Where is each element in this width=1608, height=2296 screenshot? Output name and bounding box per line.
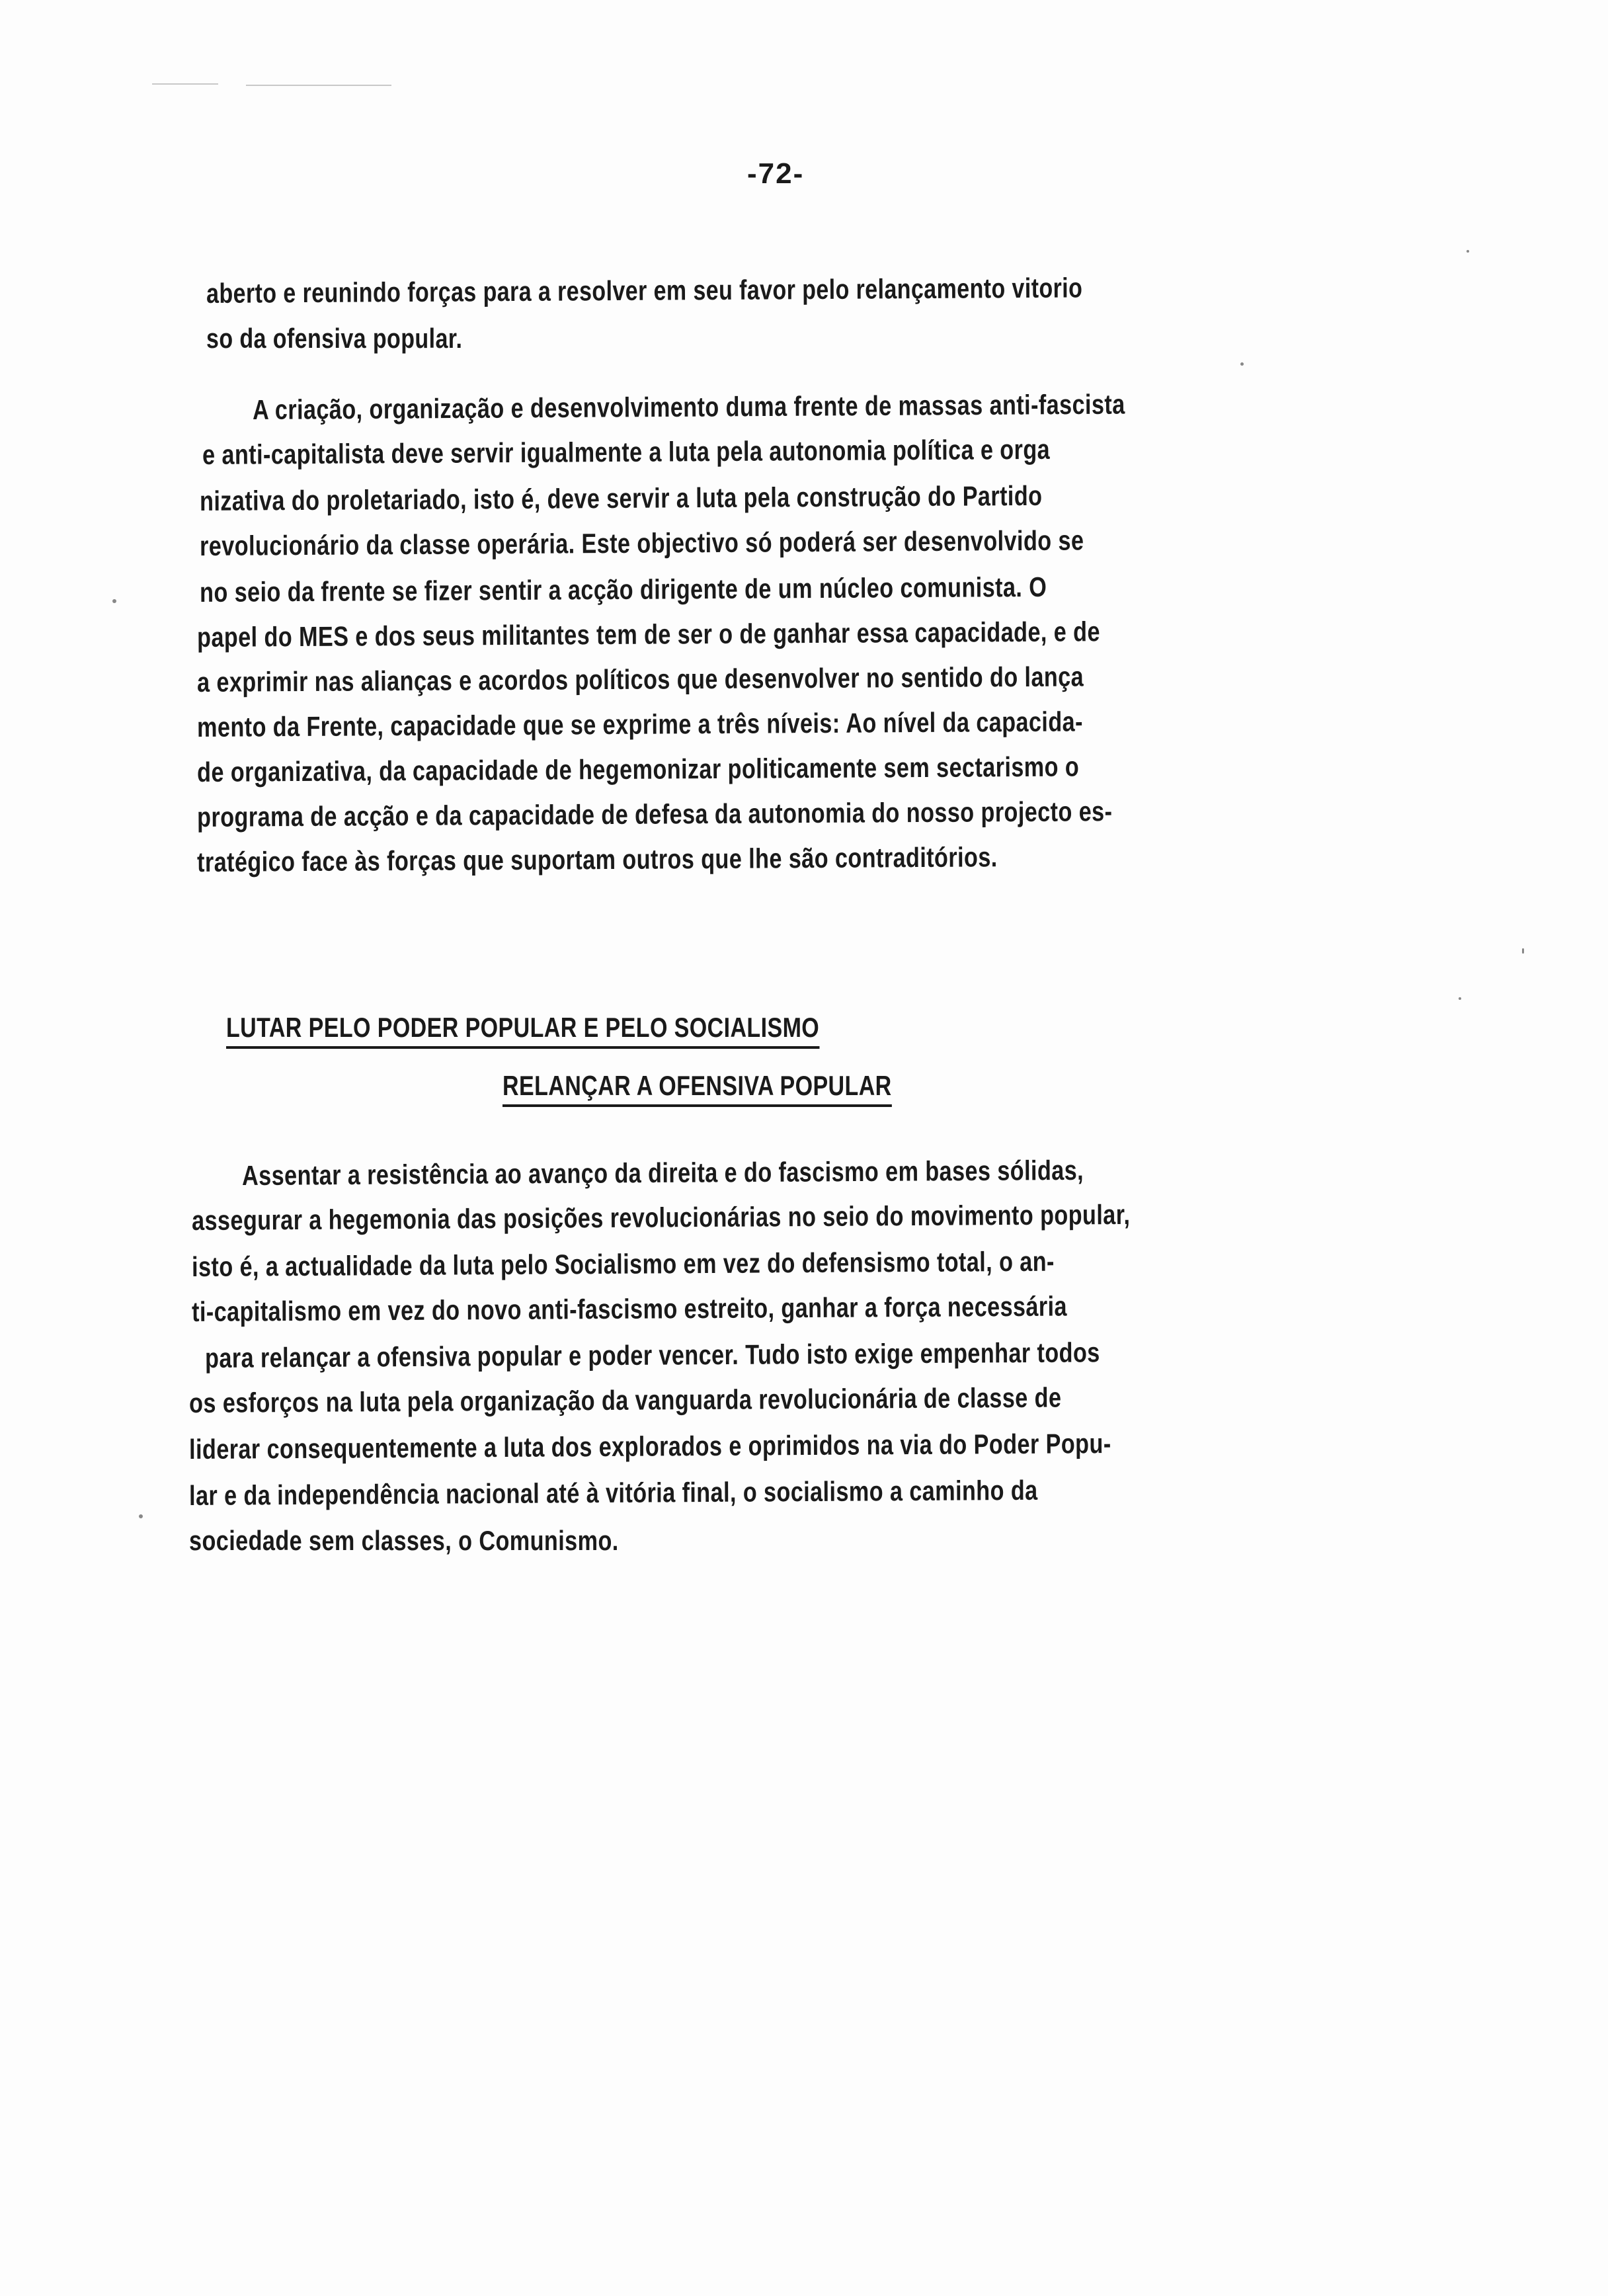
paragraph-2-line: programa de acção e da capacidade de defesa da autonomia do nosso projecto es- bbox=[197, 796, 1113, 833]
scan-speck bbox=[112, 599, 116, 603]
paragraph-3-line: assegurar a hegemonia das posições revolucionárias no seio do movimento popular, bbox=[192, 1198, 1131, 1236]
section-heading-secondary: RELANÇAR A OFENSIVA POPULAR bbox=[502, 1070, 892, 1107]
paragraph-1-line: aberto e reunindo forças para a resolver em seu favor pelo relançamento vitorio bbox=[206, 272, 1083, 309]
scan-artifact-rule bbox=[246, 85, 391, 86]
paragraph-2-line: A criação, organização e desenvolvimento duma frente de massas anti-fascista bbox=[253, 388, 1125, 425]
paragraph-2-line: revolucionário da classe operária. Este objectivo só poderá ser desenvolvido se bbox=[200, 524, 1084, 561]
paragraph-3-line: ti-capitalismo em vez do novo anti-fascismo estreito, ganhar a força necessária bbox=[192, 1290, 1068, 1327]
scan-speck bbox=[1459, 997, 1461, 1000]
scan-speck bbox=[139, 1514, 143, 1518]
page-number: -72- bbox=[747, 157, 805, 190]
paragraph-2-line: nizativa do proletariado, isto é, deve servir a luta pela construção do Partido bbox=[200, 479, 1043, 516]
paragraph-2-line: de organizativa, da capacidade de hegemonizar politicamente sem sectarismo o bbox=[197, 751, 1080, 788]
paragraph-3-line: para relançar a ofensiva popular e poder vencer. Tudo isto exige empenhar todos bbox=[205, 1336, 1100, 1374]
paragraph-2-line: e anti-capitalista deve servir igualmente a luta pela autonomia política e orga bbox=[202, 433, 1051, 470]
paragraph-3-line: os esforços na luta pela organização da vanguarda revolucionária de classe de bbox=[189, 1381, 1062, 1418]
scan-artifact-rule bbox=[152, 83, 218, 85]
section-heading-primary: LUTAR PELO PODER POPULAR E PELO SOCIALISMO bbox=[226, 1012, 819, 1049]
paragraph-3-line: liderar consequentemente a luta dos explorados e oprimidos na via do Poder Popu- bbox=[189, 1428, 1111, 1465]
paragraph-1-line: so da ofensiva popular. bbox=[206, 323, 463, 354]
scan-speck bbox=[1522, 948, 1524, 954]
scan-speck bbox=[1467, 250, 1469, 253]
paragraph-2-line: no seio da frente se fizer sentir a acção dirigente de um núcleo comunista. O bbox=[200, 571, 1047, 608]
paragraph-2-line: a exprimir nas alianças e acordos políticos que desenvolver no sentido do lança bbox=[197, 661, 1084, 698]
paragraph-2-line: mento da Frente, capacidade que se exprime a três níveis: Ao nível da capacida- bbox=[197, 706, 1083, 743]
paragraph-3-line: isto é, a actualidade da luta pelo Socialismo em vez do defensismo total, o an- bbox=[192, 1245, 1055, 1282]
paragraph-3-line: sociedade sem classes, o Comunismo. bbox=[189, 1525, 619, 1556]
paragraph-3-line: Assentar a resistência ao avanço da direita e do fascismo em bases sólidas, bbox=[242, 1154, 1084, 1191]
paragraph-2-line: papel do MES e dos seus militantes tem de ser o de ganhar essa capacidade, e de bbox=[197, 616, 1100, 653]
scan-speck bbox=[1240, 362, 1244, 366]
paragraph-2-line: tratégico face às forças que suportam outros que lhe são contraditórios. bbox=[197, 841, 998, 878]
paragraph-3-line: lar e da independência nacional até à vitória final, o socialismo a caminho da bbox=[189, 1474, 1038, 1511]
